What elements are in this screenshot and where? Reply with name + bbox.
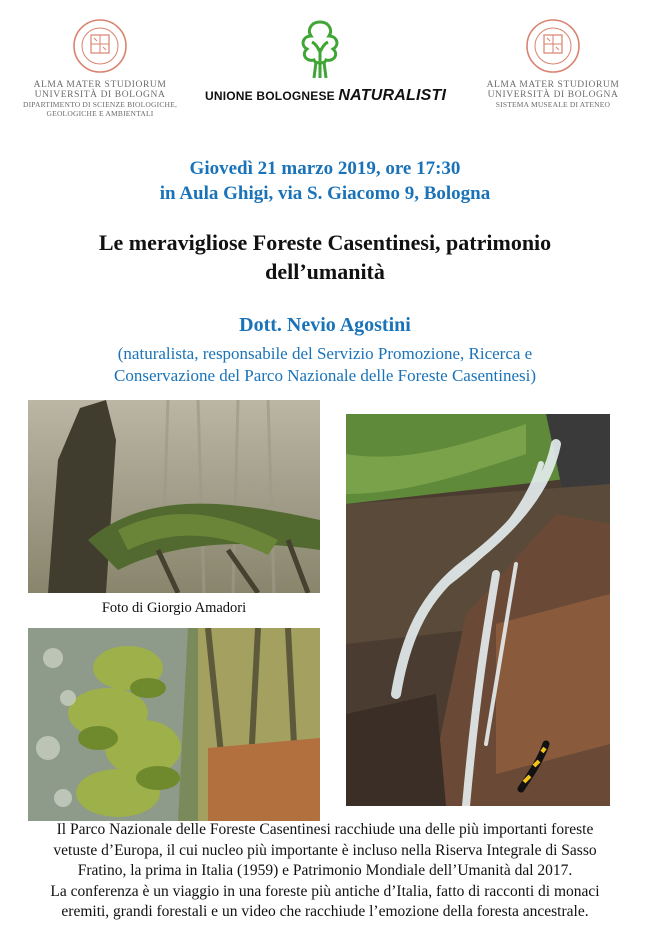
photo-lichen-bark [28, 628, 320, 821]
event-title-line1: Le meravigliose Foreste Casentinesi, patrimonio [98, 230, 552, 255]
speaker-role-line1: (naturalista, responsabile del Servizio Promozione, Ricerca e [117, 344, 533, 363]
ubn-name [205, 87, 447, 105]
department-line2: GEOLOGICHE E AMBIENTALI [46, 109, 154, 118]
tree-logo-icon [283, 14, 357, 80]
department-line1: DIPARTIMENTO DI SCIENZE BIOLOGICHE, [22, 100, 178, 109]
description-line1: Il Parco Nazionale delle Foreste Casentinesi racchiude una delle più importanti foreste [56, 821, 594, 838]
description-line2: vetuste d’Europa, il cui nucleo più importante è incluso nella Riserva Integrale di Sasso [53, 841, 597, 859]
university-seal-icon [525, 18, 581, 74]
university-name-line2: UNIVERSITÀ DI BOLOGNA [487, 90, 619, 100]
photo-credit: Foto di Giorgio Amadori [101, 600, 247, 616]
speaker-name: Dott. Nevio Agostini [239, 314, 411, 336]
university-name-line1: ALMA MATER STUDIORUM [33, 80, 167, 90]
lichen-bark-image [28, 628, 320, 821]
description-line3: Fratino, la prima in Italia (1959) e Patrimonio Mondiale dell’Umanità dal 2017. [77, 862, 573, 879]
unibo-logo-left [15, 18, 185, 118]
photo-foggy-forest [28, 400, 320, 593]
event-description [10, 820, 640, 923]
foggy-forest-image [28, 400, 320, 593]
unibo-logo-right [468, 18, 638, 109]
speaker-role [40, 343, 610, 387]
description-line4: La conferenza è un viaggio in una foreste più antiche d’Italia, fatto di racconti di monaci [50, 882, 600, 900]
event-title [40, 228, 610, 286]
photo-waterfall [346, 414, 610, 806]
ubn-name-part1: UNIONE BOLOGNESE [205, 89, 339, 103]
waterfall-image [346, 414, 610, 806]
university-name-line1: ALMA MATER STUDIORUM [486, 80, 620, 90]
speaker-role-line2: Conservazione del Parco Nazionale delle Foreste Casentinesi) [113, 366, 537, 385]
university-seal-icon [72, 18, 128, 74]
event-date: Giovedì 21 marzo 2019, ore 17:30 [189, 158, 461, 179]
museum-system-line: SISTEMA MUSEALE DI ATENEO [495, 100, 611, 109]
university-name-line2: UNIVERSITÀ DI BOLOGNA [34, 90, 166, 100]
ubn-logo [205, 14, 447, 105]
event-place: in Aula Ghigi, via S. Giacomo 9, Bologna [159, 183, 491, 204]
description-line5: eremiti, grandi forestali e un video che racchiude l’emozione della foresta ancestrale. [61, 903, 589, 920]
event-title-line2: dell’umanità [265, 259, 385, 284]
ubn-name-part2: NATURALISTI [338, 87, 447, 104]
